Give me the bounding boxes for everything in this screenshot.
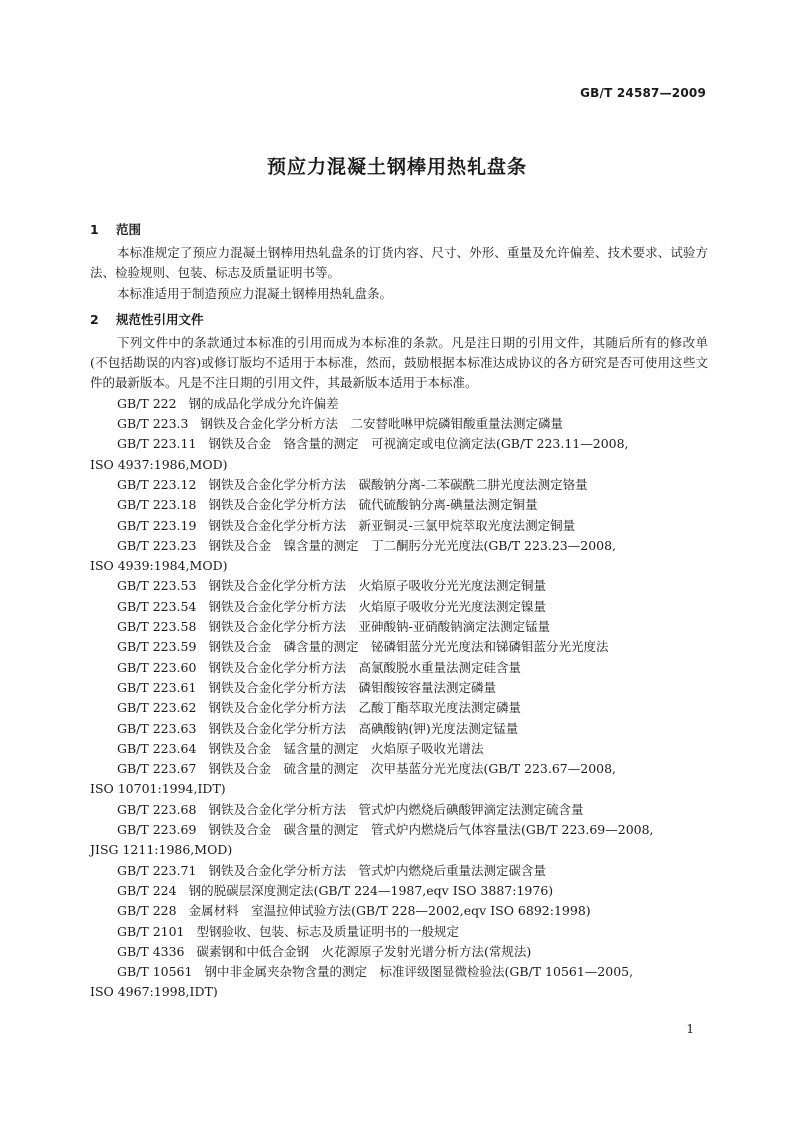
page-number: 1 (686, 1022, 694, 1036)
reference-item (90, 434, 708, 454)
reference-title: 钢铁及合金 硫含量的测定 次甲基蓝分光光度法(GB/T 223.67—2008, (208, 761, 617, 777)
reference-item (90, 394, 708, 414)
reference-title: 碳素钢和中低合金钢 火花源原子发射光谱分析方法(常规法) (196, 943, 532, 959)
reference-code: GB/T 223.12 (117, 476, 197, 492)
section-1-heading (90, 216, 708, 243)
reference-code: GB/T 224 (117, 882, 177, 898)
reference-code: GB/T 223.3 (117, 416, 189, 432)
section-2-number: 2 (90, 311, 99, 327)
reference-item (90, 759, 708, 779)
reference-title: 钢铁及合金化学分析方法 管式炉内燃烧后碘酸钾滴定法测定硫含量 (208, 801, 584, 817)
reference-item (90, 820, 708, 840)
reference-item (90, 861, 708, 881)
section-1-number: 1 (90, 222, 99, 237)
reference-title: 钢铁及合金化学分析方法 二安替吡啉甲烷磷钼酸重量法测定磷量 (200, 416, 563, 432)
section-2-heading (90, 306, 708, 333)
reference-continuation: ISO 4937:1986,MOD) (90, 456, 228, 472)
reference-title: 钢铁及合金 磷含量的测定 铋磷钼蓝分光光度法和锑磷钼蓝分光光度法 (208, 639, 609, 655)
reference-code: GB/T 223.58 (117, 619, 197, 635)
reference-item (90, 800, 708, 820)
reference-title: 钢铁及合金化学分析方法 新亚铜灵-三氯甲烷萃取光度法测定铜量 (208, 517, 576, 533)
reference-code: GB/T 223.69 (117, 822, 197, 838)
reference-code: GB/T 223.59 (117, 639, 197, 655)
reference-code: GB/T 223.54 (117, 598, 197, 614)
reference-code: GB/T 223.63 (117, 720, 197, 736)
reference-item (90, 942, 708, 962)
reference-code: GB/T 223.68 (117, 801, 197, 817)
reference-item (90, 698, 708, 718)
section-1-title: 范围 (116, 222, 142, 237)
reference-item (90, 475, 708, 495)
reference-item (90, 597, 708, 617)
reference-title: 钢铁及合金化学分析方法 乙酸丁酯萃取光度法测定磷量 (208, 700, 521, 716)
reference-item (90, 962, 708, 982)
section-1-paragraph-2: 本标准适用于制造预应力混凝土钢棒用热轧盘条。 (117, 285, 393, 301)
reference-title: 钢中非金属夹杂物含量的测定 标准评级图显微检验法(GB/T 10561—2005, (204, 964, 634, 980)
document-body (90, 216, 708, 1003)
reference-code: GB/T 228 (117, 903, 177, 919)
reference-title: 钢铁及合金化学分析方法 管式炉内燃烧后重量法测定碳含量 (208, 862, 546, 878)
reference-item (90, 881, 708, 901)
reference-code: GB/T 4336 (117, 943, 185, 959)
reference-code: GB/T 223.64 (117, 740, 197, 756)
reference-item (90, 516, 708, 536)
reference-code: GB/T 223.62 (117, 700, 197, 716)
reference-item (90, 414, 708, 434)
reference-code: GB/T 223.19 (117, 517, 197, 533)
reference-code: GB/T 223.60 (117, 659, 197, 675)
reference-code: GB/T 223.61 (117, 679, 197, 695)
reference-code: GB/T 223.23 (117, 537, 197, 553)
reference-title: 钢铁及合金 镍含量的测定 丁二酮肟分光光度法(GB/T 223.23—2008, (208, 537, 617, 553)
reference-title: 钢铁及合金化学分析方法 火焰原子吸收分光光度法测定镍量 (208, 598, 546, 614)
reference-item (90, 576, 708, 596)
reference-code: GB/T 223.18 (117, 497, 197, 513)
reference-title: 钢铁及合金 碳含量的测定 管式炉内燃烧后气体容量法(GB/T 223.69—2008, (208, 822, 654, 838)
reference-continuation: JISG 1211:1986,MOD) (90, 842, 233, 858)
reference-title: 钢的成品化学成分允许偏差 (188, 395, 339, 411)
reference-code: GB/T 222 (117, 395, 177, 411)
section-2-title: 规范性引用文件 (116, 311, 204, 327)
reference-item (90, 495, 708, 515)
section-1-paragraph-1: 本标准规定了预应力混凝土钢棒用热轧盘条的订货内容、尺寸、外形、重量及允许偏差、技术要求、试验方法、检验规则、包装、标志及质量证明书等。 (90, 245, 708, 281)
reference-item (90, 637, 708, 657)
document-title: 预应力混凝土钢棒用热轧盘条 (266, 156, 527, 178)
reference-code: GB/T 223.53 (117, 578, 197, 594)
reference-item (90, 617, 708, 637)
reference-title: 金属材料 室温拉伸试验方法(GB/T 228—2002,eqv ISO 6892:1998) (188, 903, 591, 919)
reference-item (90, 536, 708, 556)
reference-title: 钢铁及合金化学分析方法 高氯酸脱水重量法测定硅含量 (208, 659, 521, 675)
reference-continuation: ISO 4967:1998,IDT) (90, 984, 218, 1000)
reference-item (90, 922, 708, 942)
reference-title: 型钢验收、包装、标志及质量证明书的一般规定 (196, 923, 460, 939)
reference-title: 钢铁及合金化学分析方法 高碘酸钠(钾)光度法测定锰量 (208, 720, 519, 736)
reference-item (90, 658, 708, 678)
reference-continuation: ISO 10701:1994,IDT) (90, 781, 226, 797)
reference-title: 钢铁及合金 铬含量的测定 可视滴定或电位滴定法(GB/T 223.11—2008, (208, 436, 629, 452)
reference-title: 钢铁及合金化学分析方法 亚砷酸钠-亚硝酸钠滴定法测定锰量 (208, 619, 551, 635)
section-2-intro: 下列文件中的条款通过本标准的引用而成为本标准的条款。凡是注日期的引用文件，其随后所有的修改单(不包括勘误的内容)或修订版均不适用于本标准，然而，鼓励根据本标准达成协议的各方研究是否可使用这些文件的最新版本。凡是不注日期的引用文件，其最新版本适用于本标准。 (90, 334, 708, 391)
reference-item (90, 678, 708, 698)
reference-code: GB/T 10561 (117, 964, 193, 980)
reference-title: 钢铁及合金化学分析方法 硫代硫酸钠分离-碘量法测定铜量 (208, 497, 538, 513)
reference-code: GB/T 223.67 (117, 761, 197, 777)
reference-title: 钢铁及合金化学分析方法 碳酸钠分离-二苯碳酰二肼光度法测定铬量 (208, 476, 588, 492)
reference-title: 钢铁及合金化学分析方法 磷钼酸铵容量法测定磷量 (208, 679, 496, 695)
reference-continuation: ISO 4939:1984,MOD) (90, 558, 228, 574)
reference-code: GB/T 223.71 (117, 862, 197, 878)
reference-list (90, 394, 708, 1003)
standard-number: GB/T 24587—2009 (580, 86, 706, 100)
reference-item (90, 901, 708, 921)
reference-title: 钢铁及合金化学分析方法 火焰原子吸收分光光度法测定铜量 (208, 578, 546, 594)
reference-code: GB/T 2101 (117, 923, 185, 939)
reference-item (90, 739, 708, 759)
reference-item (90, 719, 708, 739)
reference-title: 钢的脱碳层深度测定法(GB/T 224—1987,eqv ISO 3887:1976) (188, 882, 554, 898)
reference-code: GB/T 223.11 (117, 436, 197, 452)
reference-title: 钢铁及合金 锰含量的测定 火焰原子吸收光谱法 (208, 740, 484, 756)
